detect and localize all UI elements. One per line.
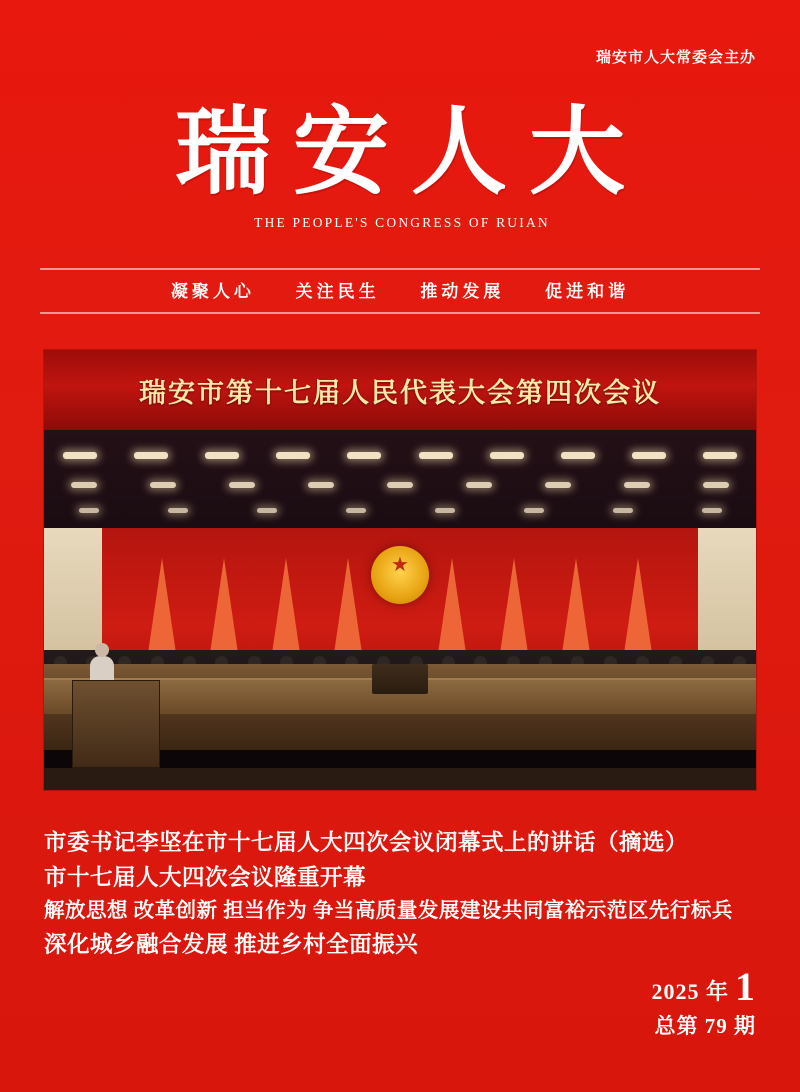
podium-microphone-icon <box>372 664 428 694</box>
slogan-4: 促进和谐 <box>545 282 630 301</box>
issue-year: 2025 年 <box>651 979 729 1004</box>
divider-bottom <box>40 312 760 314</box>
issue-year-row <box>651 964 756 1010</box>
masthead <box>0 96 800 231</box>
ceiling-light-row <box>44 508 756 513</box>
ceiling-light-row <box>44 452 756 459</box>
headline-item[interactable]: 深化城乡融合发展 推进乡村全面振兴 <box>44 931 419 957</box>
magazine-title-chinese: 瑞安人大 <box>175 99 647 206</box>
conference-banner <box>44 350 756 430</box>
publisher-line: 瑞安市人大常委会主办 <box>595 49 756 66</box>
ceiling-light-row <box>44 482 756 488</box>
headline-item[interactable]: 解放思想 改革创新 担当作为 争当高质量发展建设共同富裕示范区先行标兵 <box>44 899 733 922</box>
slogan-row <box>0 277 800 302</box>
slogan-1: 凝聚人心 <box>170 282 255 301</box>
headline-item[interactable]: 市十七届人大四次会议隆重开幕 <box>44 864 367 890</box>
slogan-3: 推动发展 <box>420 282 505 301</box>
issue-total: 总第 79 期 <box>654 1014 756 1038</box>
issue-info <box>651 964 756 1040</box>
speaker-rostrum <box>72 680 160 768</box>
slogan-2: 关注民生 <box>295 282 380 301</box>
stage-floor <box>44 768 756 790</box>
national-emblem-icon <box>371 546 429 604</box>
auditorium-ceiling <box>44 430 756 528</box>
headline-list <box>44 826 756 962</box>
headline-item[interactable]: 市委书记李坚在市十七届人大四次会议闭幕式上的讲话（摘选） <box>44 830 689 855</box>
issue-number: 1 <box>735 964 756 1010</box>
cover-photo <box>44 350 756 790</box>
conference-banner-text: 瑞安市第十七届人民代表大会第四次会议 <box>139 377 661 408</box>
magazine-title-english: THE PEOPLE'S CONGRESS OF RUIAN <box>254 215 550 231</box>
divider-top <box>40 268 760 270</box>
